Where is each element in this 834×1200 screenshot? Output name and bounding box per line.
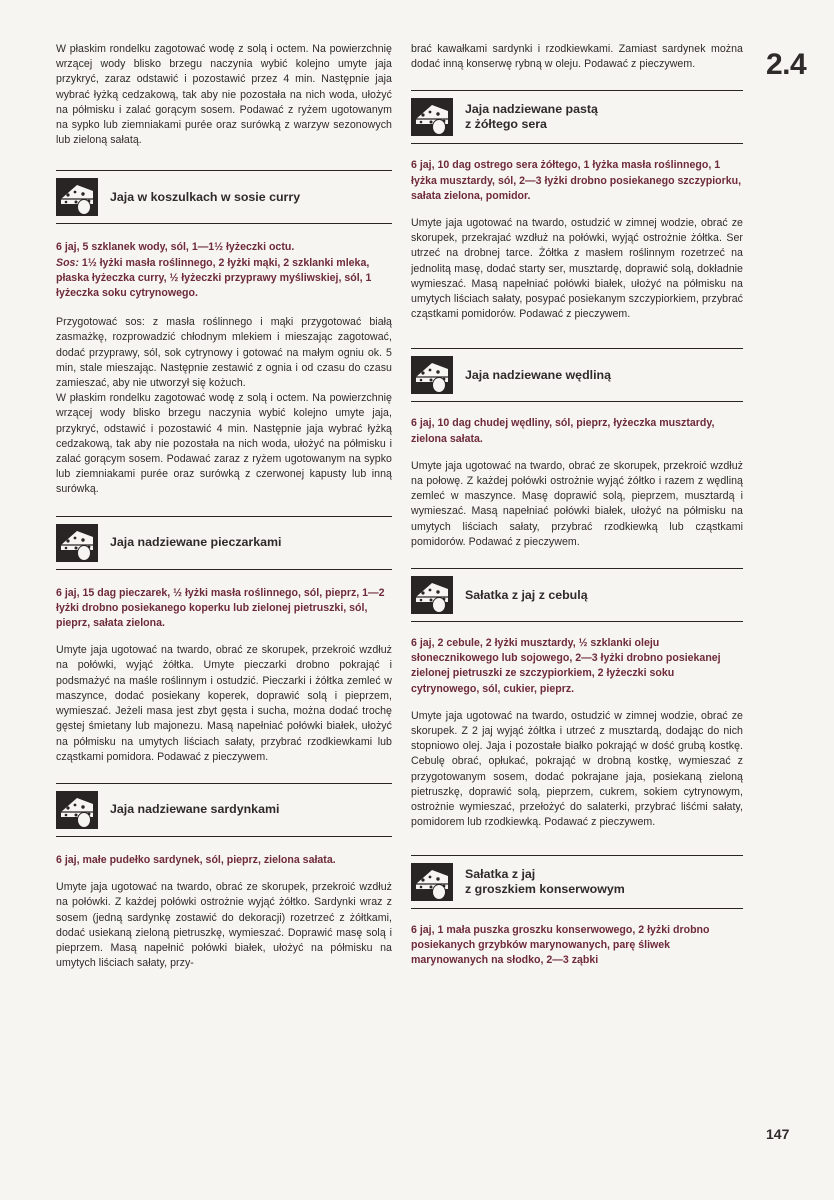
method-text: Umyte jaja ugotować na twardo, ostudzić w zimnej wodzie, obrać ze skorupek. Z 2 jaj wyjąć żółtka i utrzeć z musztardą, dodając do nich stopniowo olej. Jaja i pozostałe białko pokrająć w dość grubą kostkę. Cebulę obrać, opłukać, pokrająć w drobną kostkę, wymieszać z przygotowanym sosem, dodać pokrajane jaja, posiekaną zieloną pietruszkę, doprawić solą, pieprzem, cukrem, sokiem cytrynowym, ostrożnie wymieszać, przełożyć do salaterki, przybrać liśćmi sałaty, pomidorem lub rzodkiewką. Podawać z pieczywem. (411, 709, 743, 829)
recipe-title: Sałatka z jaj z cebulą (465, 588, 594, 603)
cheese-egg-icon (56, 524, 98, 562)
ingredients-text: 6 jaj, 10 dag chudej wędliny, sól, pieprz, łyżeczka musztardy, zielona sałata. (411, 417, 715, 445)
right-column (411, 42, 743, 968)
recipe-heading-sardynki (56, 783, 392, 837)
cheese-egg-icon (411, 863, 453, 901)
cheese-egg-icon (411, 576, 453, 614)
method-text: W płaskim rondelku zagotować wodę z solą i octem. Na powierzchnię wrzącej wody blisko brzegu naczynia wybić kolejno umyte jaja, przykryć, odstawić i pozostawić 4 min. Następnie jaja wybrać łyżką cedzakową, tak aby nie pozostała na nich woda, ułożyć na półmisku i zalać gorącym sosem. Podawać zaraz z ryżem ugotowanym na sypko lub ziemniakami purée oraz surówką z czerwonej kapusty lub inną surówką. (56, 392, 392, 496)
cheese-egg-icon (56, 791, 98, 829)
recipe-heading-cebula (411, 568, 743, 622)
method-text: Umyte jaja ugotować na twardo, obrać ze skorupek, przekroić wzdłuż na połowę. Z każdej połówki ostrożnie wyjąć żółtko i razem z wędliną zemleć w maszynce. Masę doprawić solą, pieprzem, musztardą i wymieszać. Masą napełniać połówki białek, ułożyć na półmisku na umytych liściach sałaty, przybrać rzodkiewką lub cząstkami pomidorów. Podawać z pieczywem. (411, 459, 743, 548)
ingredients-text: 6 jaj, 10 dag ostrego sera żółtego, 1 łyżka masła roślinnego, 1 łyżka musztardy, sól, 2—3 łyżki drobno posiekanego szczypiorku, sałata zielona, pomidor. (411, 159, 742, 202)
recipe-title: Jaja nadziewane sardynkami (110, 802, 285, 817)
recipe-heading-wedlina (411, 348, 743, 402)
method-text: Przygotować sos: z masła roślinnego i mąki przygotować białą zasmażkę, rozprowadzić chłodnym mlekiem i mieszając zagotować, dodać przyprawy, sól, sok cytrynowy i gotować na małym ogniu ok. 5 min, stale mieszając. Następnie zestawić z ognia i od czasu do czasu zamieszać, aby nie utworzył się kożuch. (56, 316, 392, 390)
recipe-title: Jaja nadziewane pastą z żółtego sera (465, 102, 604, 132)
continuation-text: brać kawałkami sardynki i rzodkiewkami. Zamiast sardynek można dodać inną konserwę rybną w oleju. Podawać z pieczywem. (411, 43, 743, 71)
cheese-egg-icon (411, 356, 453, 394)
cheese-egg-icon (56, 178, 98, 216)
ingredients-text: 6 jaj, 5 szklanek wody, sól, 1—1½ łyżeczki octu. Sos: 1½ łyżki masła roślinnego, 2 łyżki mąki, 2 szklanki mleka, płaska łyżeczka curry, ½ łyżeczki przyprawy myśliwskiej, sól, 1 łyżeczka soku cytrynowego. (56, 241, 372, 300)
recipe-heading-pieczarki (56, 516, 392, 570)
ingredients-text: 6 jaj, 15 dag pieczarek, ½ łyżki masła roślinnego, sól, pieprz, 1—2 łyżki drobno posiekanego koperku lub zielonej pietruszki, sól, pieprz, sałata zielona. (56, 586, 385, 630)
cheese-egg-icon (411, 98, 453, 136)
intro-text: W płaskim rondelku zagotować wodę z solą i octem. Na powierzchnię wrzącej wody blisko brzegu naczynia wybić kolejno umyte jaja przykryć, zaraz odstawić i pozostawić przez 4 min. Następnie jaja wybrać łyżką cedzakową, tak aby nie pozostała na nich woda, ułożyć na półmisku i zalać gorącym sosem. Podawać z ryżem ugotowanym na sypko lub ziemniakami purée oraz surówką z warzyw sezonowych lub zieloną sałatą. (56, 43, 392, 147)
recipe-title: Sałatka z jaj z groszkiem konserwowym (465, 867, 631, 897)
ingredients-text: 6 jaj, małe pudełko sardynek, sól, pieprz, zielona sałata. (56, 853, 336, 866)
ingredients-text: 6 jaj, 2 cebule, 2 łyżki musztardy, ½ szklanki oleju słonecznikowego lub sojowego, 2—3 łyżki drobno posiekanej zielonej pietruszki ze szczypiorkiem, 2 łyżeczki soku cytrynowego, sól, cukier, pieprz. (411, 637, 721, 695)
recipe-heading-groszek (411, 855, 743, 909)
recipe-heading-curry (56, 170, 392, 224)
recipe-title: Jaja nadziewane wędliną (465, 368, 617, 383)
recipe-heading-ser (411, 90, 743, 144)
left-column (56, 42, 392, 971)
section-number: 2.4 (766, 48, 807, 81)
method-text: Umyte jaja ugotować na twardo, obrać ze skorupek, przekroić wzdłuż na połówki. Z każdej połówki ostrożnie wyjąć żółtko. Sardynki wraz z sosem (jedną sardynkę zostawić do dekoracji) rozetrzeć z żółtkami, dodać usiekaną zieloną pietruszkę, wymieszać. Doprawić masę solą i pieprzem. Masą napełnić połówki białek, ułożyć na półmisku na umytych liściach sałaty, przy- (56, 881, 392, 970)
method-text: Umyte jaja ugotować na twardo, obrać ze skorupek, przekroić wzdłuż na połówki, wyjąć żółtka. Umyte pieczarki drobno pokrająć i podsmażyć na maśle roślinnym i ostudzić. Pieczarki i żółtka zemleć w maszynce, dodać posiekany koperek, doprawić solą i pieprzem, wymieszać. Jeżeli masa jest zbyt gęsta i sucha, można dodać trochę gęstej śmietany lub majonezu. Masą napełniać połówki białek, ułożyć na półmisku na umytych liściach sałaty, przybrać rzodkiewkami lub cząstkami pomidora. Podawać z pieczywem. (56, 644, 392, 763)
recipe-title: Jaja nadziewane pieczarkami (110, 535, 288, 550)
ingredients-text: 6 jaj, 1 mała puszka groszku konserwowego, 2 łyżki drobno posiekanych grzybków marynowanych, parę śliwek marynowanych na słodko, 2—3 ząbki (411, 923, 710, 966)
page-number: 147 (766, 1126, 790, 1142)
recipe-title: Jaja w koszulkach w sosie curry (110, 190, 306, 205)
method-text: Umyte jaja ugotować na twardo, ostudzić w zimnej wodzie, obrać ze skorupek, przekrajać wzdłuż na połówki, wyjąć ostrożnie żółtka. Ser utrzeć na drobnej tarce. Żółtka z masłem roślinnym rozetrzeć na jednolitą masę, dodać starty ser, musztardę, doprawić solą, dokładnie wymieszać. Masą napełniać połówki białek, ułożyć na półmisku na umytych liściach sałaty, posypać posiekanym szczypiorkiem, przybrać cząstkami pomidorów. Podawać z pieczywem. (411, 217, 743, 321)
